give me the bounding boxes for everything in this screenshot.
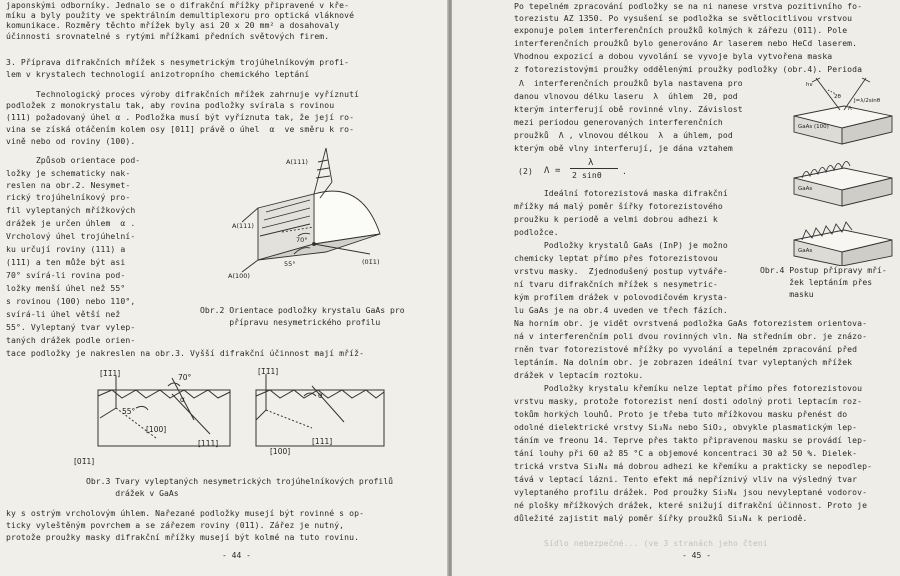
- text-line: mezi periodou generovaných interferenčních: [514, 117, 723, 127]
- fig3-label: [100]: [146, 425, 167, 434]
- text-line: Vhodnou expozicí a dobou vyvolání se vyvoje byla vytvořena maska: [514, 51, 833, 61]
- text-line: vrstvu masky, protože fotorezist není dosti odolný proti leptacím roz-: [514, 396, 863, 406]
- text-line: z fotorezistovými proužky oddělenými proužky podložky (obr.4). Perioda: [514, 64, 863, 74]
- text-line: drážek v leptacím roztoku.: [514, 370, 644, 380]
- caption-line: Obr.4 Postup přípravy mří-: [760, 265, 887, 275]
- text-line: rický trojúhelníkový pro-: [6, 192, 131, 202]
- text-line: táním ve freonu 14. Teprve přes takto připravenou masku se provádí lep-: [514, 435, 868, 445]
- text-line: 55°. Vyleptaný tvar vylep-: [6, 322, 136, 332]
- fig4-label: J=λ/2sinθ: [854, 98, 881, 104]
- text-line: tace podložky je nakreslen na obr.3. Vyšší difrakční účinnost mají mříž-: [6, 348, 365, 358]
- text-line: tokům horkých louhů. Proto je třeba tuto mřížkovou masku přenést do: [514, 409, 848, 419]
- fig3-label: [1̄1̄1]: [100, 369, 121, 378]
- text-line: ložky je schematicky nak-: [6, 168, 131, 178]
- text-line: fil vyleptaných mřížkových: [6, 205, 136, 215]
- figure-3-diagram: [60, 368, 418, 472]
- text-line: reslen na obr.2. Nesymet-: [6, 180, 131, 190]
- fig3-label: α: [180, 395, 185, 404]
- text-line: torezistu AZ 1350. Po vysušení se podložka se světlocitlivou vrstvou: [514, 13, 853, 23]
- fig2-label: 55°: [284, 260, 296, 268]
- left-page: [0, 0, 448, 576]
- text-line: danou vlnovou délku laseru λ úhlem 2θ, pod: [514, 91, 738, 101]
- fig4-label: GaAs: [798, 186, 813, 192]
- fig2-label: (01̄1): [362, 258, 380, 266]
- figure-4-diagram: [788, 76, 898, 266]
- text-line: odolné dielektrické vrstvy Si₃N₄ nebo SiO₂, obvykle plasmatickým lep-: [514, 422, 858, 432]
- bleed-through-text: Sídlo nebezpečné... (ve 3 stranách jeho čtení: [544, 538, 768, 548]
- text-line: ticky vyleštěným povrchem a se zářezem roviny (01̄1). Zářez je nutný,: [6, 520, 345, 530]
- equation-denominator: 2 sinθ: [572, 170, 602, 180]
- text-line: Ideální fotorezistová maska difrakční: [514, 188, 728, 198]
- text-line: vyleptaného profilu drážek. Pod proužky Si₃N₄ jsou nevyleptané vodorov-: [514, 487, 868, 497]
- fig3-label: α: [318, 391, 323, 400]
- text-line: taných drážek podle orien-: [6, 335, 136, 345]
- text-line: ky s ostrým vrcholovým úhlem. Nařezané podložky musejí být rovinné s op-: [6, 508, 365, 518]
- heading-line: lem v krystalech technologií anizotropního chemického leptání: [6, 69, 310, 79]
- text-line: proužku k periodě a velmi dobrou adhezi k: [514, 214, 718, 224]
- text-line: protože proužky masky difrakční mřížky musejí být kolmé na tuto rovinu.: [6, 532, 360, 542]
- text-line: ložky menší úhel než 55°: [6, 283, 126, 293]
- fig2-label: A(111): [232, 222, 254, 230]
- text-line: tání louhy při 60 až 85 °C a objemové koncentraci 30 až 50 %. Dielek-: [514, 448, 858, 458]
- equation-numerator: λ: [588, 158, 594, 168]
- text-line: Podložky krystalu křemíku nelze leptat přímo přes fotorezistovou: [514, 383, 863, 393]
- figure-2-diagram: [222, 142, 422, 290]
- caption-line: masku: [760, 289, 814, 299]
- text-line: 70° svírá-li rovina pod-: [6, 270, 126, 280]
- text-line: Po tepelném zpracování podložky se na ni nanese vrstva pozitivního fo-: [514, 1, 863, 11]
- heading-line: 3. Příprava difrakčních mřížek s nesymetrickým trojúhelníkovým profi-: [6, 57, 350, 67]
- fig4-label: 2θ: [834, 94, 841, 100]
- fig3-label: 55°: [122, 407, 136, 416]
- text-line: Vrcholový úhel trojúhelní-: [6, 231, 136, 241]
- text-line: drážek je určen úhlem α .: [6, 218, 136, 228]
- fig3-label: [111]: [312, 437, 333, 446]
- text-line: ku určují roviny (111) a: [6, 244, 126, 254]
- caption-line: žek leptáním přes: [760, 277, 873, 287]
- text-line: exponuje polem interferenčních proužků kolmých k zářezu (01̄1). Pole: [514, 25, 848, 35]
- text-line: ná v interferenčním poli dvou rovinných vln. Na středním obr. je znázo-: [514, 331, 868, 341]
- equation-period: .: [622, 166, 627, 176]
- fig4-label: GaAs: [798, 248, 813, 254]
- text-line: podložce.: [514, 227, 559, 237]
- text-line: míku a byly použity ve spektrálním demultiplexoru pro optická vláknové: [6, 10, 355, 20]
- text-line: né plošky mřížkových drážek, které snižují difrakční účinnost. Proto je: [514, 500, 868, 510]
- equation-number: (2): [518, 166, 533, 176]
- text-line: chemicky leptat přímo přes fotorezistovou: [514, 253, 718, 263]
- text-line: Na horním obr. je vidět ovrstvená podložka GaAs fotorezistem orientova-: [514, 318, 868, 328]
- fig3-label: [1̄1̄1]: [258, 368, 279, 376]
- text-line: Λ interferenčních proužků byla nastavena pro: [514, 78, 743, 88]
- text-line: vina se získá otáčením kolem osy [01̄1] právě o úhel α ve směru k ro-: [6, 124, 355, 134]
- fig4-label: hν: [806, 82, 813, 88]
- fig3-label: 70°: [178, 373, 192, 382]
- text-line: tává v leptací lázni. Tento efekt má nepříznivý vliv na výsledný tvar: [514, 474, 858, 484]
- text-line: důležité zajistit malý poměr šířky proužků Si₃N₄ k periodě.: [514, 513, 808, 523]
- fig3-label: [01̄1]: [74, 457, 95, 466]
- text-line: lu GaAs je na obr.4 uveden ve třech fázích.: [514, 305, 728, 315]
- fig3-label: [111]: [198, 439, 219, 448]
- text-line: trická vrstva Si₃N₄ má dobrou adhezi ke křemíku a prakticky se nepodlep-: [514, 461, 873, 471]
- fig2-label: A(111): [286, 158, 308, 166]
- text-line: interferenčních proužků bylo generováno Ar laserem nebo HeCd laserem.: [514, 38, 858, 48]
- caption-line: přípravu nesymetrického profilu: [200, 317, 381, 327]
- page-number: - 44 -: [222, 551, 251, 560]
- text-line: účinnosti srovnatelné s rytými mřížkami předních světových firem.: [6, 31, 330, 41]
- text-line: podložek z monokrystalu tak, aby rovina podložky svírala s rovinou: [6, 100, 335, 110]
- text-line: Způsob orientace pod-: [6, 155, 141, 165]
- text-line: ní tvaru difrakčních mřížek s nesymetric-: [514, 279, 718, 289]
- text-line: kým profilem drážek v polovodičovém krysta-: [514, 292, 728, 302]
- text-line: Podložky krystalů GaAs (InP) je možno: [514, 240, 728, 250]
- fig4-label: GaAs (100): [798, 124, 829, 130]
- fig3-label: [100]: [270, 447, 291, 456]
- caption-line: Obr.3 Tvary vyleptaných nesymetrických trojúhelníkových profilů: [86, 476, 393, 486]
- caption-line: drážek v GaAs: [86, 488, 179, 498]
- text-line: rněn tvar fotorezistové mřížky po vyvolání a tepelném zpracování před: [514, 344, 858, 354]
- text-line: proužků Λ , vlnovou délkou λ a úhlem, pod: [514, 130, 733, 140]
- fig2-label: A(100): [228, 272, 250, 280]
- page-number: - 45 -: [682, 551, 711, 560]
- text-line: kterým interferují obě rovinné vlny. Závislost: [514, 104, 743, 114]
- text-line: s rovinou (100) nebo 110°,: [6, 296, 136, 306]
- right-page: [452, 0, 900, 576]
- text-line: (111) požadovaný úhel α . Podložka musí být vyříznuta tak, že její ro-: [6, 112, 355, 122]
- text-line: kterým obě vlny interferují, je dána vztahem: [514, 143, 733, 153]
- equation-lhs: Λ =: [544, 166, 561, 176]
- text-line: vrstvu masky. Zjednodušený postup vytváře-: [514, 266, 728, 276]
- caption-line: Obr.2 Orientace podložky krystalu GaAs pro: [200, 305, 405, 315]
- text-line: japonskými odborníky. Jednalo se o difrakční mřížky připravené v kře-: [6, 0, 350, 10]
- text-line: leptáním. Na dolním obr. je zobrazen ideální tvar vyleptaných mřížek: [514, 357, 853, 367]
- fig4-label: Λ: [848, 106, 852, 112]
- fraction-bar: [570, 168, 618, 169]
- text-line: Technologický proces výroby difrakčních mřížek zahrnuje vyříznutí: [6, 89, 360, 99]
- text-line: mřížky má malý poměr šířky fotorezistového: [514, 201, 723, 211]
- text-line: komunikace. Rozměry těchto mřížek byly asi 20 x 20 mm² a dosahovaly: [6, 20, 340, 30]
- text-line: vině nebo od roviny (100).: [6, 136, 136, 146]
- text-line: svírá-li úhel větší než: [6, 309, 121, 319]
- text-line: (1̄1̄1) a ten může být asi: [6, 257, 126, 267]
- fig2-label: 70°: [296, 236, 308, 244]
